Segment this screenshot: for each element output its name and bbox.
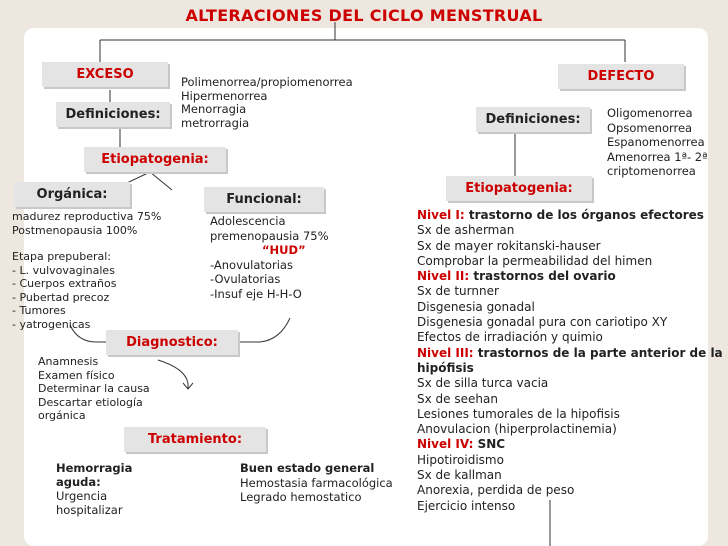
nivel-3-title-cont: hipófisis xyxy=(417,360,474,375)
diagram-title: ALTERACIONES DEL CICLO MENSTRUAL xyxy=(185,6,543,25)
nivel-item: Sx de kallman xyxy=(417,468,502,483)
hemorragia-title: Hemorragia xyxy=(56,461,133,475)
nivel-item: Ejercicio intenso xyxy=(417,498,516,513)
defecto-box: DEFECTO xyxy=(558,64,684,89)
defecto-definicion-item: Espanomenorrea xyxy=(607,135,705,149)
funcional-item: -Insuf eje H-H-O xyxy=(210,286,302,301)
funcional-item: -Ovulatorias xyxy=(210,272,281,286)
organica-item: madurez reproductiva 75% xyxy=(12,210,162,223)
organica-item: - Tumores xyxy=(12,304,66,317)
defecto-definicion-item: Opsomenorrea xyxy=(607,120,693,135)
organica-item: - L. vulvovaginales xyxy=(12,263,115,277)
nivel-item: Sx de mayer rokitanski-hauser xyxy=(417,238,601,253)
exceso-definicion-item: Menorragia xyxy=(181,102,247,116)
nivel-item: Disgenesia gonadal xyxy=(417,299,535,314)
diagnostico-item: Examen físico xyxy=(38,368,115,382)
nivel-2-label: Nivel II: xyxy=(417,269,470,284)
defecto-etiopatogenia-box: Etiopatogenia: xyxy=(446,176,592,201)
diagnostico-list xyxy=(38,355,150,423)
nivel-4-label: Nivel IV: xyxy=(417,437,474,452)
nivel-4-title: SNC xyxy=(477,437,506,452)
nivel-item: Sx de silla turca vacia xyxy=(417,376,549,391)
defecto-definicion-item: Oligomenorrea xyxy=(607,106,693,120)
buen-estado-title: Buen estado general xyxy=(240,461,375,475)
nivel-item: Anorexia, perdida de peso xyxy=(417,483,575,498)
hemorragia-aguda-block xyxy=(56,461,132,517)
exceso-definicion-item: Hipermenorrea xyxy=(181,88,268,103)
nivel-1-label: Nivel I: xyxy=(417,208,465,222)
organica-box: Orgánica: xyxy=(14,182,130,207)
nivel-3-label: Nivel III: xyxy=(417,345,474,360)
funcional-item: premenopausia 75% xyxy=(210,228,329,243)
exceso-etiopatogenia-box: Etiopatogenia: xyxy=(84,147,226,172)
organica-item: Etapa prepuberal: xyxy=(12,250,111,263)
diagnostico-box: Diagnostico: xyxy=(106,330,238,355)
nivel-item: Disgenesia gonadal pura con cariotipo XY xyxy=(417,315,668,330)
funcional-item: -Anovulatorias xyxy=(210,257,293,272)
exceso-definicion-item: Polimenorrea/propiomenorrea xyxy=(181,75,353,89)
nivel-item: Comprobar la permeabilidad del himen xyxy=(417,253,653,268)
hemorragia-item: Urgencia xyxy=(56,489,108,503)
nivel-4-heading xyxy=(417,437,728,452)
diagnostico-item: Determinar la causa xyxy=(38,382,150,395)
nivel-item: Efectos de irradiación y quimio xyxy=(417,330,603,345)
organica-list xyxy=(12,210,161,331)
exceso-definiciones-list xyxy=(181,76,353,130)
hemorragia-title: aguda: xyxy=(56,475,101,489)
nivel-item: Sx de turnner xyxy=(417,284,499,299)
nivel-2-heading xyxy=(417,269,728,284)
hud-label: “HUD” xyxy=(262,243,306,257)
buen-estado-item: Legrado hemostatico xyxy=(240,490,362,504)
exceso-definiciones-box: Definiciones: xyxy=(56,102,170,127)
buen-estado-item: Hemostasia farmacológica xyxy=(240,475,393,490)
nivel-3-heading xyxy=(417,346,728,361)
defecto-definicion-item: criptomenorrea xyxy=(607,164,696,178)
buen-estado-block xyxy=(240,461,393,505)
funcional-box: Funcional: xyxy=(204,187,324,212)
diagnostico-item: orgánica xyxy=(38,409,86,422)
nivel-item: Lesiones tumorales de la hipofisis xyxy=(417,406,620,421)
organica-item: - Pubertad precoz xyxy=(12,290,110,304)
organica-item: - Cuerpos extraños xyxy=(12,277,117,290)
funcional-list xyxy=(210,214,329,301)
exceso-box: EXCESO xyxy=(42,62,168,87)
exceso-definicion-item: metrorragia xyxy=(181,115,250,130)
nivel-item: Anovulacion (hiperprolactinemia) xyxy=(417,422,617,437)
hemorragia-item: hospitalizar xyxy=(56,503,123,517)
nivel-item: Hipotiroidismo xyxy=(417,452,504,467)
nivel-1-title: trastorno de los órganos efectores xyxy=(468,208,704,222)
diagnostico-item: Descartar etiología xyxy=(38,395,143,409)
funcional-item: Adolescencia xyxy=(210,214,286,228)
diagnostico-item: Anamnesis xyxy=(38,355,99,368)
defecto-definiciones-list xyxy=(607,106,708,179)
organica-item: Postmenopausia 100% xyxy=(12,223,138,237)
defecto-definicion-item: Amenorrea 1ª- 2ª xyxy=(607,149,708,164)
nivel-item: Sx de asherman xyxy=(417,223,515,238)
niveles-list xyxy=(417,208,728,514)
defecto-definiciones-box: Definiciones: xyxy=(476,107,590,132)
nivel-item: Sx de seehan xyxy=(417,391,498,406)
organica-item: - yatrogenicas xyxy=(12,317,91,331)
tratamiento-box: Tratamiento: xyxy=(124,427,266,452)
nivel-3-title: trastornos de la parte anterior de la xyxy=(477,345,723,360)
nivel-1-heading xyxy=(417,208,728,223)
nivel-2-title: trastornos del ovario xyxy=(473,269,616,284)
